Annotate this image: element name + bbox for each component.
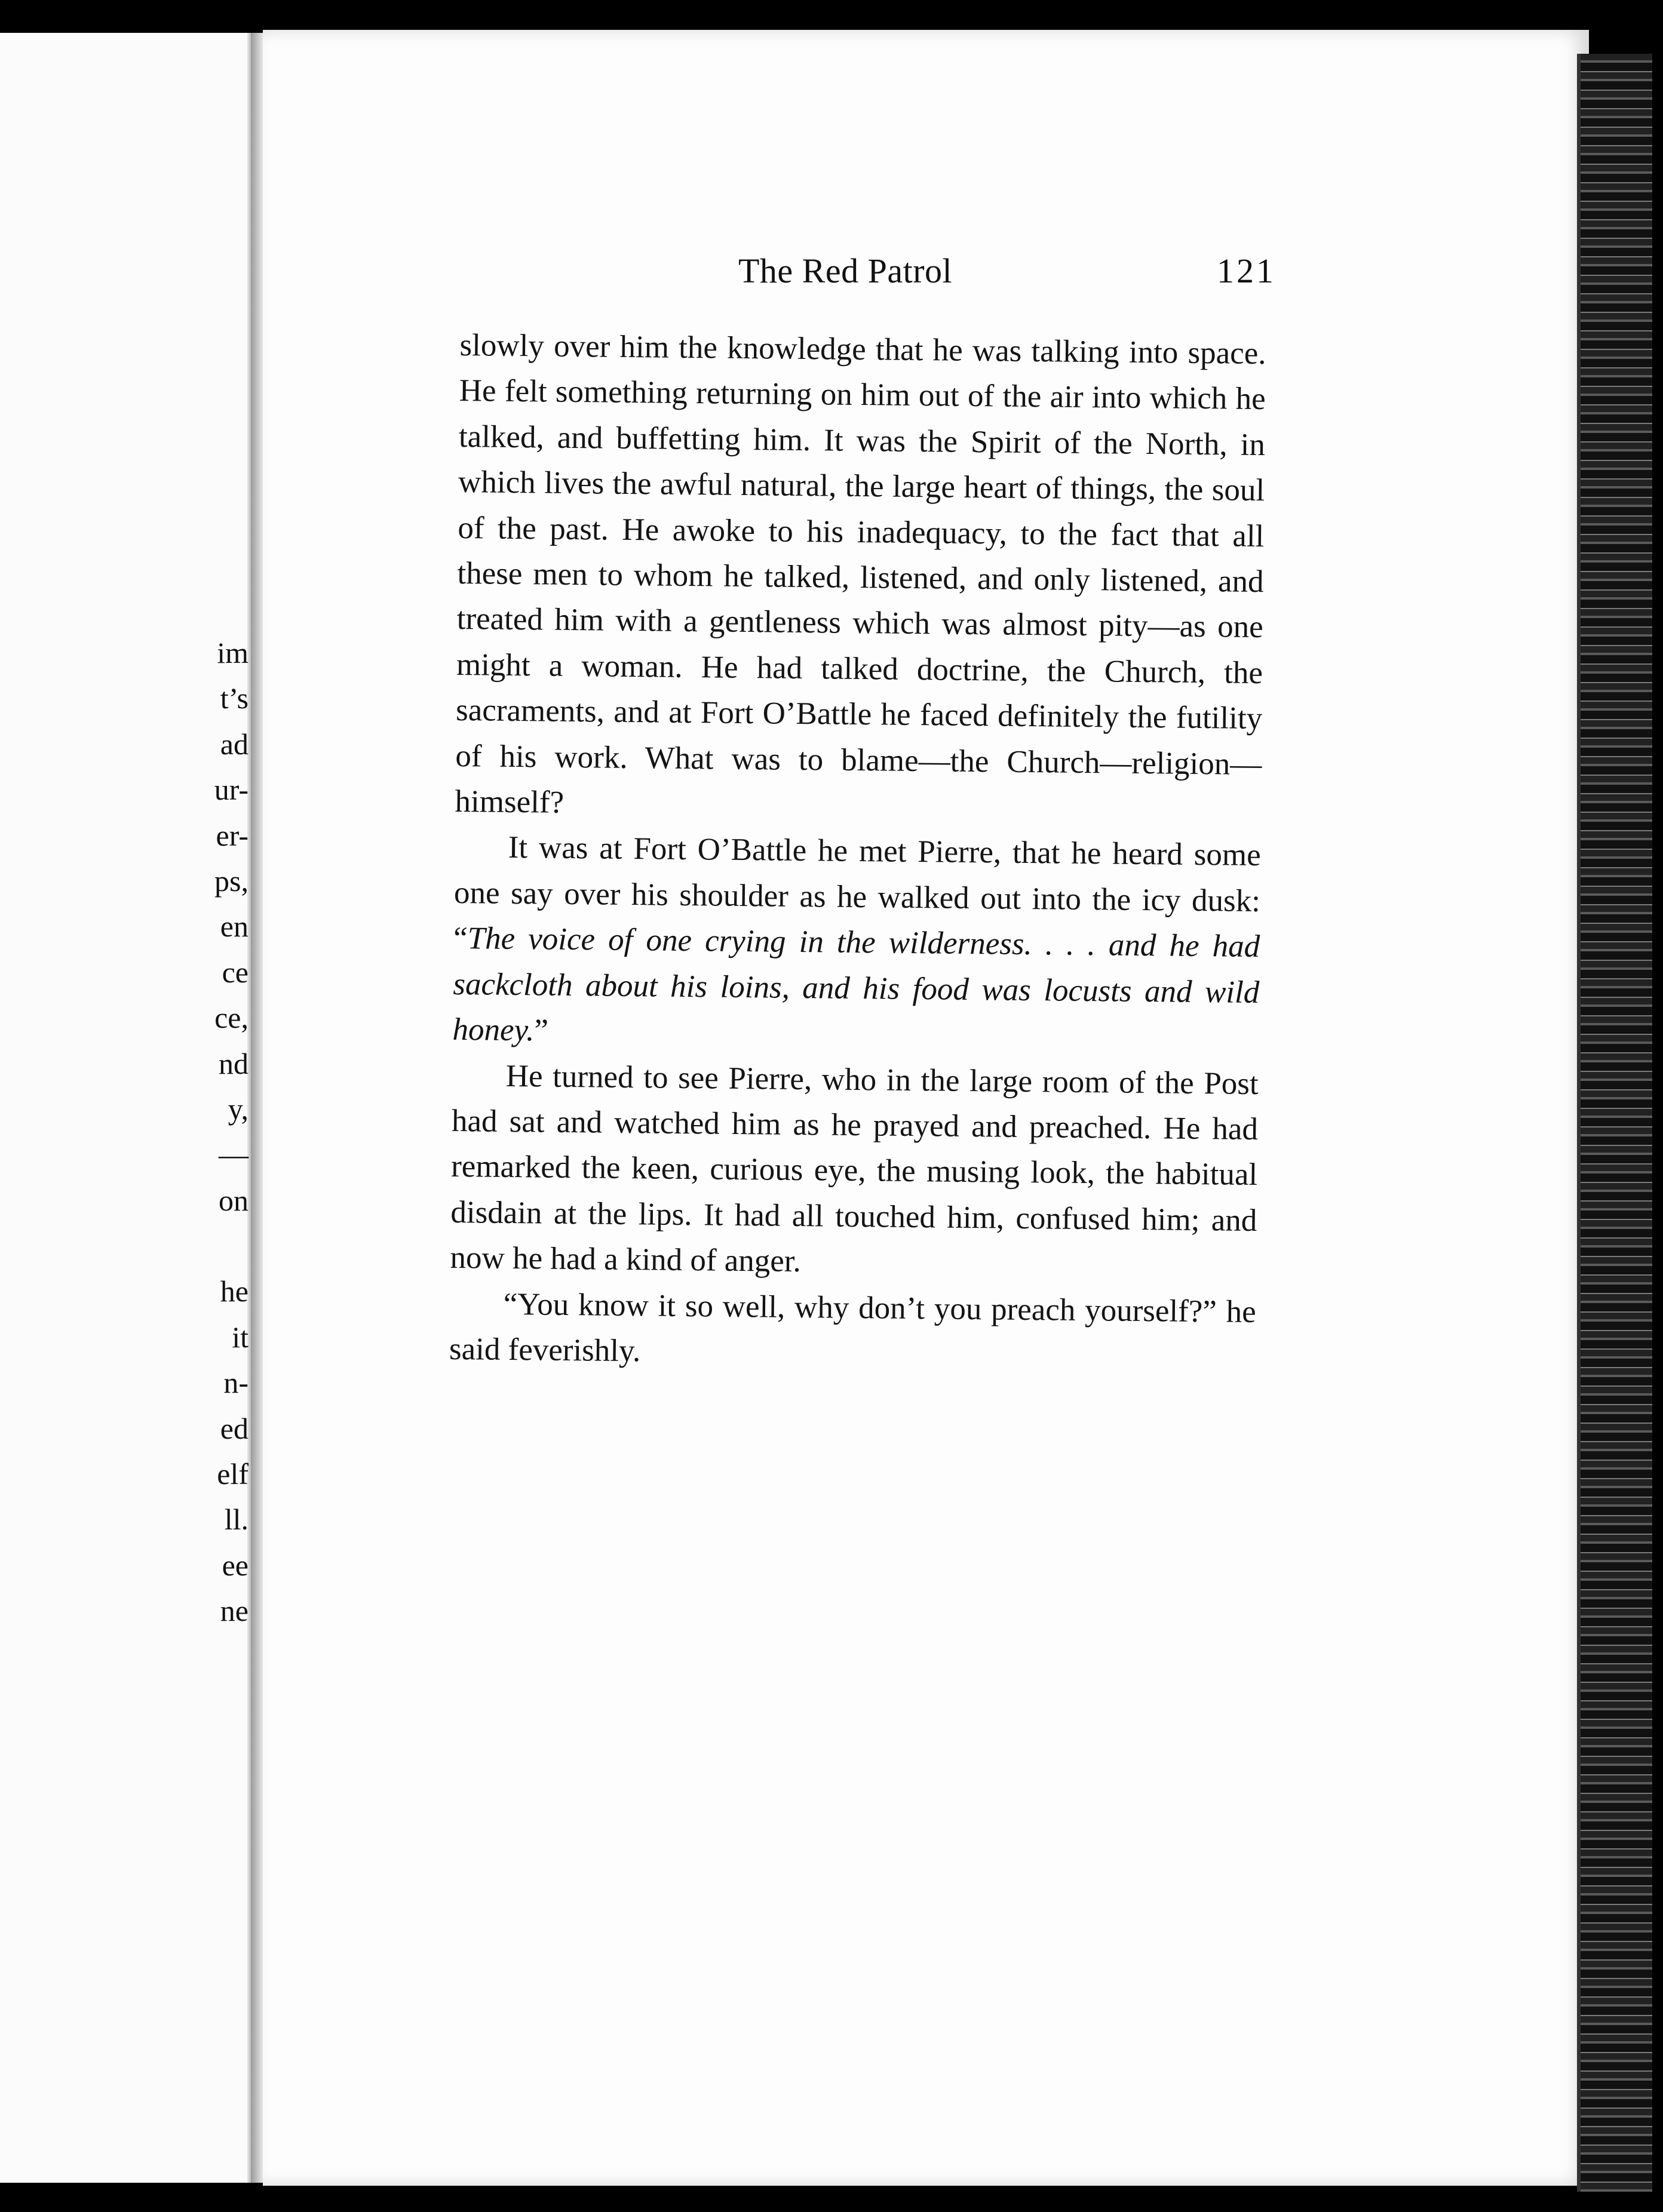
fragment-line: er- [216,818,248,852]
running-header [738,251,1276,299]
fragment-line: he [220,1274,248,1308]
fragment-line: en [220,910,248,944]
fragment-line: ll. [224,1503,248,1537]
fragment-line: ps, [214,864,248,898]
paragraph-2 [452,824,1261,1061]
fragment-line [177,1223,248,1268]
fragment-line: nd [219,1046,248,1080]
facing-page-left [0,33,251,2183]
fragment-line: ur- [214,773,248,807]
fragment-line: on [219,1183,248,1217]
scripture-quote: The voice of one crying in the wilderness. . . . and he had sackcloth about his loins, and his food was locusts and wild honey. [452,921,1260,1048]
book-gutter [251,33,263,2183]
fragment-line: ce [222,955,248,989]
fragment-line: im [217,636,248,669]
paragraph-3: He turned to see Pierre, who in the large room of the Post had sat and watched him as he prayed and preached. He had remarked the keen, curious eye, the musing look, the habitual disdain at the lips. It had all touched him, confused him; and now he had a kind of anger. [450,1058,1259,1279]
left-page-text-fragments [177,630,248,1634]
book-page-edges [1577,54,1652,2192]
paragraph-2-intro: It was at Fort O’Battle he met Pierre, that he heard some one say over his shoulder as he walked out into the icy dusk: “ [453,830,1262,956]
fragment-line: — [219,1138,248,1172]
paragraph-4: “You know it so well, why don’t you preach yourself?” he said feverishly. [449,1286,1257,1369]
paragraph-1: slowly over him the knowledge that he was talking into space. He felt something returning on him out of the air into which he talked, and buffetting him. It was the Spirit of the North, in which lives the awful natural, the large heart of things, the soul of the past. He awoke to his inadequacy, to the fact that all these men to whom he talked, listened, and only listened, and treated him with a gentleness which was almost pity—as one might a woman. He had talked doctrine, the Church, the sacraments, and at Fort O’Battle he faced definitely the futility of his work. What was to blame—the Church—religion—himself? [455,327,1266,820]
body-text [449,322,1266,1380]
fragment-line: ad [220,727,248,761]
fragment-line: ee [222,1548,248,1582]
fragment-line: it [232,1320,248,1354]
paragraph-2-close: ” [534,1013,549,1048]
fragment-line: ne [220,1594,248,1628]
fragment-line: ed [220,1411,248,1445]
fragment-line: ce, [214,1001,248,1035]
page-number: 121 [1217,251,1276,290]
fragment-line: t’s [220,681,248,715]
fragment-line: n- [223,1366,248,1400]
running-title: The Red Patrol [738,251,953,290]
fragment-line: y, [228,1092,248,1126]
fragment-line: elf [217,1457,248,1491]
